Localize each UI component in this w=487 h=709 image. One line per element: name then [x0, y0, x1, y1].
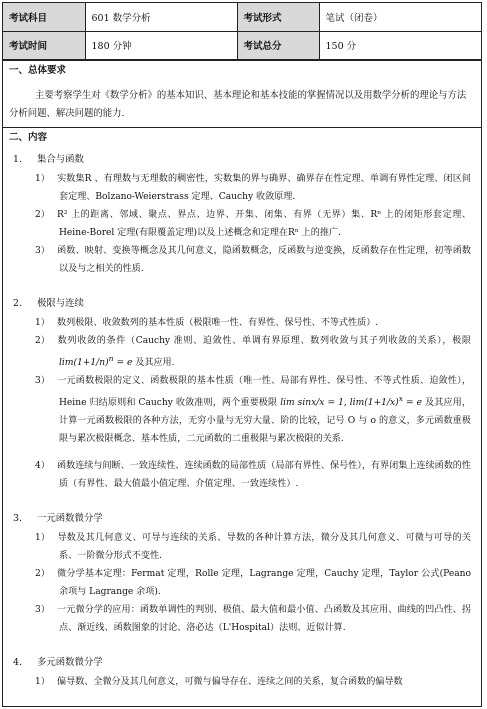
section-general-title: 一、总体要求 — [3, 60, 481, 81]
topic-1-item-2: 2） R² 上的距离、邻域、聚点、界点、边界、开集、闭集、有界（无界）集、Rⁿ 上的闭矩形套定理、Heine-Borel 定理(有限覆盖定理)以及上述概念和定理在Rⁿ 上的推广. — [35, 209, 471, 238]
format-value: 笔试（闭卷） — [319, 3, 481, 31]
item-text: 微分学基本定理：Fermat 定理，Rolle 定理，Lagrange 定理，Cauchy 定理，Taylor 公式(Peano 余项与 Lagrange 余项). — [57, 568, 471, 597]
exam-syllabus-sheet — [2, 2, 482, 707]
topic-4-item-1: 1） 偏导数、全微分及其几何意义，可微与偏导存在、连续之间的关系，复合函数的偏导数 — [35, 676, 403, 687]
subject-label: 考试科目 — [3, 3, 85, 31]
topic-3-item-2: 2） 微分学基本定理：Fermat 定理，Rolle 定理，Lagrange 定理，Cauchy 定理，Taylor 公式(Peano 余项与 Lagrange 余项). — [35, 568, 471, 597]
topic-title: 集合与函数 — [37, 153, 84, 165]
topic-2-heading: 2. 极限与连续 — [13, 297, 84, 309]
topic-title: 极限与连续 — [37, 297, 84, 309]
score-label: 考试总分 — [237, 31, 319, 59]
item-text: 实数集R 、有理数与无理数的稠密性，实数集的界与确界、确界存在性定理、单调有界性定理、闭区间套定理、Bolzano-Weierstrass 定理、Cauchy 收敛原理. — [57, 173, 471, 202]
topic-1-heading — [3, 150, 481, 170]
topic-3-item-3: 3） 一元微分学的应用：函数单调性的判别、极值、最大值和最小值、凸函数及其应用、曲线的凹凸性、拐点、渐近线、函数图象的讨论、洛必达（L'Hospital）法则、近似计算. — [35, 604, 471, 633]
item-text: 偏导数、全微分及其几何意义，可微与偏导存在、连续之间的关系，复合函数的偏导数 — [57, 676, 403, 687]
item-text: 一元微分学的应用：函数单调性的判别、极值、最大值和最小值、凸函数及其应用、曲线的凹凸性、拐点、渐近线、函数图象的讨论、洛必达（L'Hospital）法则、近似计算. — [57, 604, 471, 633]
item-text: 函数连续与间断、一致连续性、连续函数的局部性质（局部有界性、保号性），有界闭集上连续函数的性质（有界性、最大值最小值定理、介值定理、一致连续性）. — [57, 460, 471, 489]
topic-1-item-3: 3） 函数、映射、变换等概念及其几何意义，隐函数概念，反函数与逆变换，反函数存在性定理，初等函数以及与之相关的性质. — [35, 245, 471, 274]
topic-2-item-4: 4） 函数连续与间断、一致连续性、连续函数的局部性质（局部有界性、保号性），有界闭集上连续函数的性质（有界性、最大值最小值定理、介值定理、一致连续性）. — [35, 460, 471, 489]
item-text: 一元函数极限的定义、函数极限的基本性质（唯一性、局部有界性、保号性、不等式性质、迫敛性），Heine 归结原则和 Cauchy 收敛准则，两个重要极限 — [57, 375, 471, 408]
item-text: 数列极限、收敛数列的基本性质（极限唯一性、有界性、保号性、不等式性质）. — [57, 317, 379, 328]
time-value: 180 分钟 — [85, 31, 237, 59]
format-label: 考试形式 — [237, 3, 319, 31]
exam-info-table — [3, 3, 481, 60]
time-label: 考试时间 — [3, 31, 85, 59]
topic-2-item-1: 1） 数列极限、收敛数列的基本性质（极限唯一性、有界性、保号性、不等式性质）. — [35, 317, 379, 328]
topic-3-heading: 3. 一元函数微分学 — [13, 512, 103, 524]
topic-title: 一元函数微分学 — [37, 512, 103, 524]
topic-2-item-2: 2） 数列收敛的条件（Cauchy 准则、迫敛性、单调有界原理、数列收敛与其子列收敛的关系），极限 $\lim(1+1/n)^n = e$ 及其应用. — [35, 335, 471, 368]
item-text-tail: 及其应用，计算一元函数极限的各种方法，无穷小量与无穷大量、阶的比较，记号 O 与 o 的意义，多元函数重极限与累次极限概念、基本性质，二元函数的二重极限与累次极限的关系. — [59, 397, 471, 444]
item-text: R² 上的距离、邻域、聚点、界点、边界、开集、闭集、有界（无界）集、Rⁿ 上的闭矩形套定理、Heine-Borel 定理(有限覆盖定理)以及上述概念和定理在Rⁿ 上的推广. — [57, 209, 471, 238]
topic-3-item-1: 1） 导数及其几何意义、可导与连续的关系、导数的各种计算方法，微分及其几何意义、可微与可导的关系、一阶微分形式不变性. — [35, 532, 471, 561]
subject-value: 601 数学分析 — [85, 3, 237, 31]
limit-formula: $\lim(1+1/n)^n = e$ — [59, 353, 133, 368]
item-text: 导数及其几何意义、可导与连续的关系、导数的各种计算方法，微分及其几何意义、可微与可导的关系、一阶微分形式不变性. — [57, 532, 471, 561]
topic-title: 多元函数微分学 — [37, 656, 103, 668]
topic-number: 1. — [13, 153, 22, 165]
topic-4-heading: 4. 多元函数微分学 — [13, 656, 103, 668]
topic-1-item-1: 1） 实数集R 、有理数与无理数的稠密性，实数集的界与确界、确界存在性定理、单调有界性定理、闭区间套定理、Bolzano-Weierstrass 定理、Cauchy 收敛原理. — [35, 173, 471, 202]
important-limits-formula: lim sinx/x = 1, $\lim(1+1/x)^x = e$ — [280, 393, 422, 408]
item-text: 函数、映射、变换等概念及其几何意义，隐函数概念，反函数与逆变换，反函数存在性定理，初等函数以及与之相关的性质. — [57, 245, 471, 274]
item-text: 数列收敛的条件（Cauchy 准则、迫敛性、单调有界原理、数列收敛与其子列收敛的关系），极限 — [57, 335, 471, 346]
topic-2-item-3: 3） 一元函数极限的定义、函数极限的基本性质（唯一性、局部有界性、保号性、不等式性质、迫敛性），Heine 归结原则和 Cauchy 收敛准则，两个重要极限 lim sinx/x = 1, $\lim(1+1/x)^x = e$ 及其应用，计算一元函数极限的各种方法，无穷小量与无穷大量、阶的比较，记号 O 与 o 的意义，多元函数重极限与累次极限概念、基本性质，二元函数的二重极限与累次极限的关系. — [35, 375, 471, 444]
score-value: 150 分 — [319, 31, 481, 59]
item-text-tail: 及其应用. — [135, 357, 175, 368]
section-content-title: 二、内容 — [3, 127, 481, 148]
exam-info-row-1 — [3, 3, 481, 31]
section-general-body: 主要考察学生对《数学分析》的基本知识、基本理论和基本技能的掌握情况以及用数学分析的理论与方法分析问题、解决问题的能力. — [9, 89, 467, 119]
exam-info-row-2 — [3, 31, 481, 59]
